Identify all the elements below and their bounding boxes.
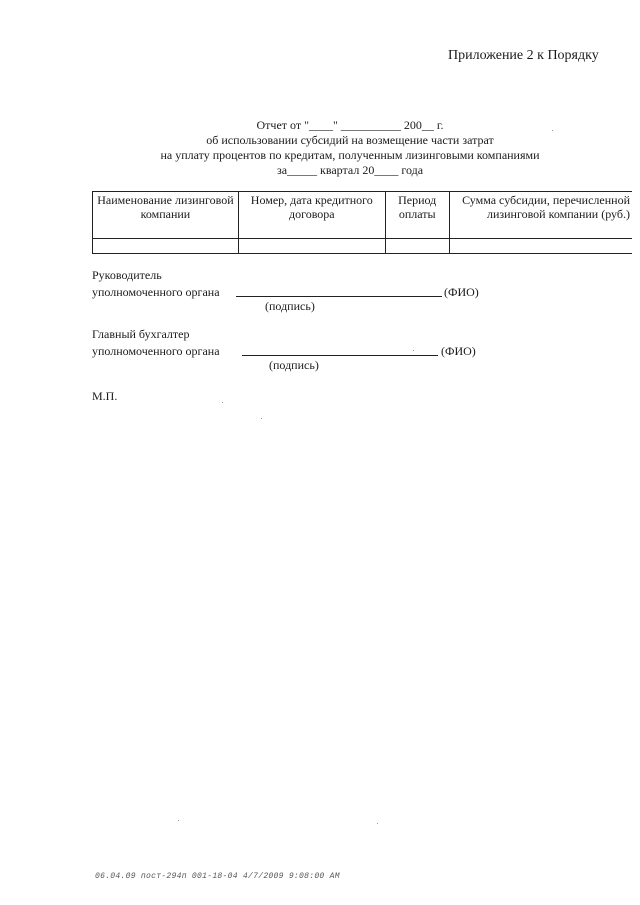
cell-loan-contract[interactable] bbox=[238, 239, 385, 254]
header-subsidy-amount: Сумма субсидии, перечисленной лизинговой компании (руб.) bbox=[449, 192, 632, 239]
accountant-podpis-label: (подпись) bbox=[269, 358, 319, 372]
report-heading-period: за_____ квартал 20____ года bbox=[276, 163, 424, 177]
head-label-organ: уполномоченного органа bbox=[92, 285, 220, 299]
accountant-label-organ: уполномоченного органа bbox=[92, 344, 220, 358]
report-heading-purpose: на уплату процентов по кредитам, полученным лизинговыми компаниями bbox=[160, 148, 540, 162]
document-footer: 06.04.09 пост-294п 001-18-04 4/7/2009 9:08:00 AM bbox=[95, 872, 340, 881]
head-signature-line[interactable] bbox=[236, 296, 442, 297]
appendix-title: Приложение 2 к Порядку bbox=[448, 48, 599, 63]
scan-speck bbox=[222, 402, 223, 403]
report-heading-subject: об использовании субсидий на возмещение части затрат bbox=[206, 133, 494, 147]
scan-speck bbox=[552, 130, 553, 131]
stamp-place-label: М.П. bbox=[92, 389, 118, 403]
cell-company-name[interactable] bbox=[93, 239, 239, 254]
table-row bbox=[93, 239, 633, 254]
scan-speck bbox=[413, 350, 414, 351]
scan-speck bbox=[261, 418, 262, 419]
cell-payment-period[interactable] bbox=[385, 239, 449, 254]
header-company-name: Наименование лизинговой компании bbox=[93, 192, 239, 239]
accountant-label-title: Главный бухгалтер bbox=[92, 327, 190, 341]
header-loan-contract: Номер, дата кредитного договора bbox=[238, 192, 385, 239]
report-heading-date: Отчет от "____" __________ 200__ г. bbox=[256, 118, 444, 132]
head-podpis-label: (подпись) bbox=[265, 299, 315, 313]
scan-speck bbox=[377, 823, 378, 824]
cell-subsidy-amount[interactable] bbox=[449, 239, 632, 254]
header-payment-period: Период оплаты bbox=[385, 192, 449, 239]
head-label-title: Руководитель bbox=[92, 268, 162, 282]
accountant-fio-label: (ФИО) bbox=[441, 344, 476, 358]
table-header-row bbox=[93, 192, 633, 239]
scan-speck bbox=[178, 820, 179, 821]
accountant-signature-line[interactable] bbox=[242, 355, 438, 356]
report-table bbox=[92, 191, 632, 254]
head-fio-label: (ФИО) bbox=[444, 285, 479, 299]
